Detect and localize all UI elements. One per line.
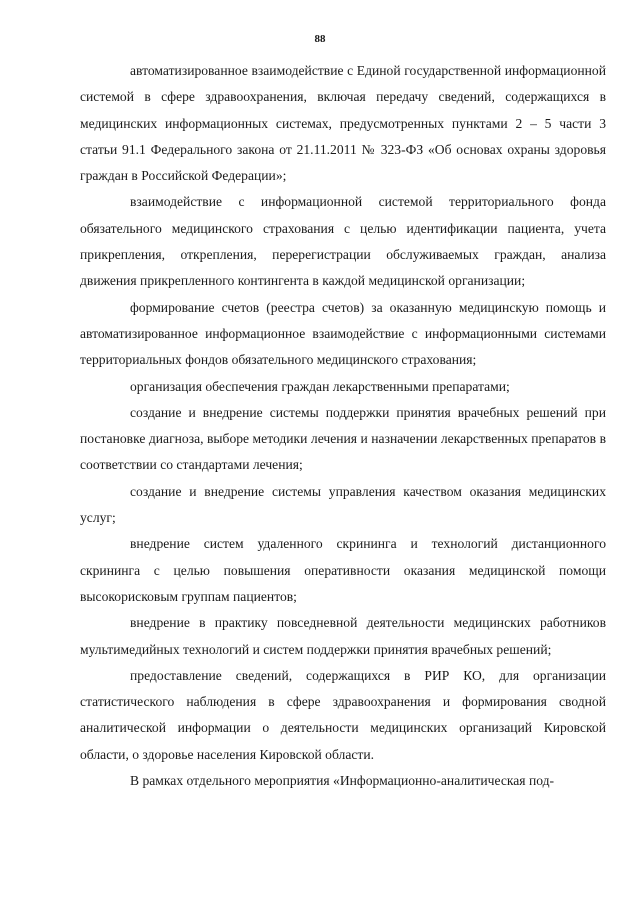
paragraph-analytics-event: В рамках отдельного мероприятия «Информационно-аналитическая под- [130, 773, 555, 789]
paragraph-decision-support: создание и внедрение системы поддержки принятия врачебных решений при постановке диагноза, выборе методики лечения и назначении лекарственных препаратов в соответствии со стандартами лечения; [80, 404, 606, 473]
paragraph-quality-management: создание и внедрение системы управления качеством оказания медицинских услуг; [80, 483, 606, 526]
paragraph-multimedia-technologies: внедрение в практику повседневной деятельности медицинских работников мультимедийных технологий и систем поддержки принятия врачебных решений; [80, 615, 606, 657]
paragraph-invoice-forming: формирование счетов (реестра счетов) за оказанную медицинскую помощь и автоматизированное информационное взаимодействие с информационными системами территориальных фондов обязательного медицинского страхования; [80, 299, 606, 368]
paragraph-tfoms-interaction: взаимодействие с информационной системой территориального фонда обязательного медицинского страхования с целью идентификации пациента, учета прикрепления, открепления, перерегистрации обслуживаемых граждан, анализа движения прикрепленного контингента в каждой медицинской организации; [80, 194, 606, 289]
paragraph-drug-supply: организация обеспечения граждан лекарственными препаратами; [130, 378, 510, 394]
document-body [80, 58, 606, 794]
page-number: 88 [314, 33, 326, 45]
paragraph-statistics-provision: предоставление сведений, содержащихся в РИР КО, для организации статистического наблюдения в сфере здравоохранения и формирования сводной аналитической информации о деятельности медицинских организаций Кировской области, о здоровье населения Кировской области. [80, 667, 606, 762]
paragraph-egisz-interaction: автоматизированное взаимодействие с Единой государственной информационной системой в сфере здравоохранения, включая передачу сведений, содержащихся в медицинских информационных системах, предусмотренных пунктами 2 – 5 части 3 статьи 91.1 Федерального закона от 21.11.2011 № 323-ФЗ «Об основах охраны здоровья граждан в Российской Федерации»; [80, 63, 606, 184]
paragraph-remote-screening: внедрение систем удаленного скрининга и технологий дистанционного скрининга с целью повышения оперативности оказания медицинской помощи высокорисковым группам пациентов; [80, 536, 606, 604]
